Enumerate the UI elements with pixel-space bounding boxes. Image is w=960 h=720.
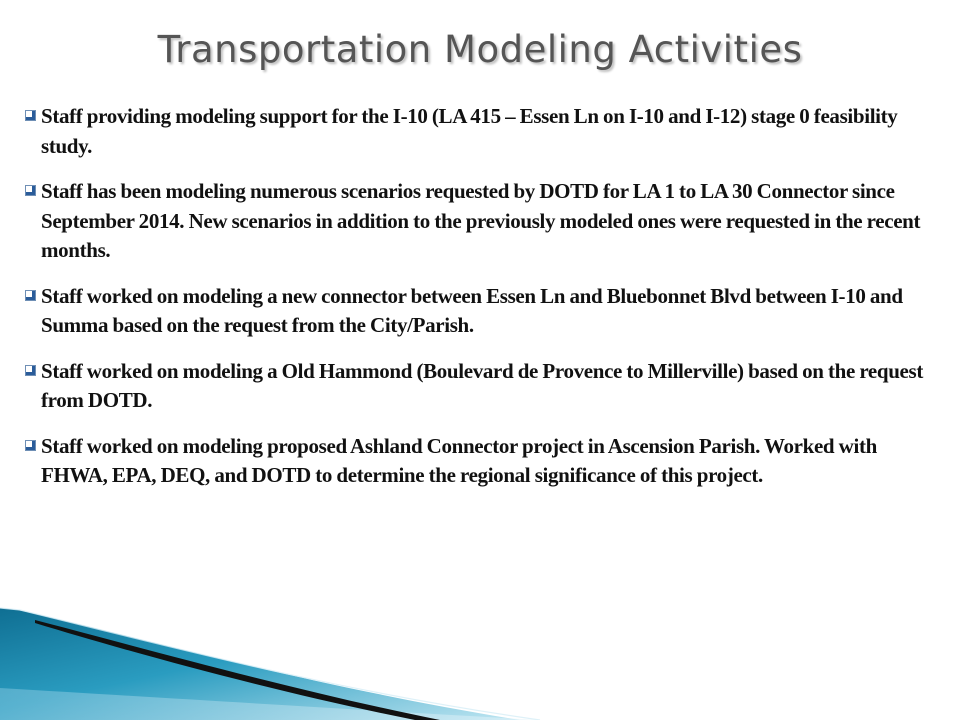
bullet-text: Staff providing modeling support for the I-10 (LA 415 – Essen Ln on I-10 and I-12) stage 0 feasibility study.	[41, 104, 898, 158]
checkbox-bullet-icon	[25, 110, 36, 121]
checkbox-bullet-icon	[25, 185, 36, 196]
slide-title: Transportation Modeling Activities	[157, 28, 803, 71]
corner-swoosh-decoration	[0, 560, 960, 720]
bullet-text: Staff worked on modeling proposed Ashland Connector project in Ascension Parish. Worked with FHWA, EPA, DEQ, and DOTD to determine the regional significance of this project.	[41, 433, 877, 487]
bullet-item	[24, 177, 934, 266]
checkbox-bullet-icon	[25, 440, 36, 451]
bullet-item	[24, 357, 934, 416]
bullet-item	[24, 102, 934, 161]
checkbox-bullet-icon	[25, 365, 36, 376]
bullet-item	[24, 432, 934, 491]
checkbox-bullet-icon	[25, 290, 36, 301]
bullet-list	[24, 102, 934, 507]
bullet-text: Staff worked on modeling a new connector between Essen Ln and Bluebonnet Blvd between I-10 and Summa based on the request from the City/Parish.	[41, 283, 903, 337]
bullet-item	[24, 282, 934, 341]
bullet-text: Staff worked on modeling a Old Hammond (Boulevard de Provence to Millerville) based on the request from DOTD.	[41, 358, 923, 412]
bullet-text: Staff has been modeling numerous scenarios requested by DOTD for LA 1 to LA 30 Connector since September 2014. New scenarios in addition to the previously modeled ones were requested in the recent months.	[41, 179, 921, 262]
